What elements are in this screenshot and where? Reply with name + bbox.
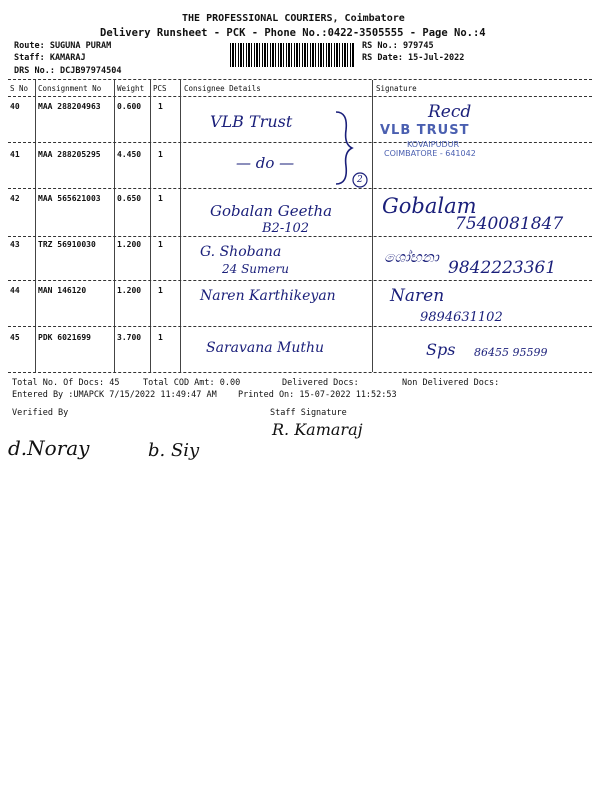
total-cod: Total COD Amt: 0.00 xyxy=(143,378,241,388)
entered-by: Entered By :UMAPCK 7/15/2022 11:49:47 AM xyxy=(12,390,217,400)
row-consignment: MAA 565621003 xyxy=(38,194,101,203)
row-rule xyxy=(8,280,592,281)
row-consignment: PDK 6021699 xyxy=(38,333,91,342)
row-pcs: 1 xyxy=(158,194,163,203)
row-signature-phone: 9894631102 xyxy=(420,310,503,325)
row-sno: 41 xyxy=(10,150,20,159)
row-signature-phone: 7540081847 xyxy=(455,214,564,234)
col-header-signature: Signature xyxy=(376,84,417,93)
row-rule xyxy=(8,236,592,237)
col-header-sno: S No xyxy=(10,84,29,93)
row-consignee: — do — xyxy=(236,154,295,172)
row-consignment: MAN 146120 xyxy=(38,286,87,295)
row-consignee: Saravana Muthu xyxy=(206,340,325,356)
row-weight: 3.700 xyxy=(117,333,142,342)
row-weight: 1.200 xyxy=(117,286,142,295)
row-rule xyxy=(8,142,592,143)
row-sno: 43 xyxy=(10,240,20,249)
row-signature: Recd xyxy=(428,102,472,122)
total-docs: Total No. Of Docs: 45 xyxy=(12,378,120,388)
row-consignee: Naren Karthikeyan xyxy=(200,288,336,304)
barcode xyxy=(230,43,354,67)
header-rule xyxy=(8,96,592,97)
delivered-docs: Delivered Docs: xyxy=(282,378,359,388)
printed-on: Printed On: 15-07-2022 11:52:53 xyxy=(238,390,397,400)
stamp-line2: KOVAIPUDUR xyxy=(407,140,460,149)
row-rule xyxy=(8,188,592,189)
row-consignment: MAA 288204963 xyxy=(38,102,101,111)
row-sno: 45 xyxy=(10,333,20,342)
column-divider xyxy=(180,80,181,372)
row-pcs: 1 xyxy=(158,240,163,249)
staff-signature: R. Kamaraj xyxy=(272,420,363,439)
row-consignee: Gobalan Geetha xyxy=(210,202,333,220)
runsheet-title: Delivery Runsheet - PCK - Phone No.:0422-3505555 - Page No.:4 xyxy=(100,27,486,39)
row-weight: 4.450 xyxy=(117,150,142,159)
row-sno: 44 xyxy=(10,286,20,295)
stamp-line1: VLB TRUST xyxy=(380,123,470,138)
route-label: Route: SUGUNA PURAM xyxy=(14,41,112,51)
table-bottom-rule xyxy=(8,372,592,373)
row-rule xyxy=(8,326,592,327)
row-sno: 40 xyxy=(10,102,20,111)
company-title: THE PROFESSIONAL COURIERS, Coimbatore xyxy=(182,13,405,24)
row-pcs: 1 xyxy=(158,333,163,342)
row-consignee: VLB Trust xyxy=(210,112,293,131)
row-signature-phone: 9842223361 xyxy=(448,258,557,278)
row-weight: 0.600 xyxy=(117,102,142,111)
col-header-consignment: Consignment No xyxy=(38,84,102,93)
row-signature: Naren xyxy=(390,286,445,306)
col-header-consignee: Consignee Details xyxy=(184,84,261,93)
row-weight: 0.650 xyxy=(117,194,142,203)
row-signature-phone: 86455 95599 xyxy=(474,346,548,359)
rs-number: RS No.: 979745 xyxy=(362,41,434,51)
rs-date: RS Date: 15-Jul-2022 xyxy=(362,53,465,63)
row-pcs: 1 xyxy=(158,102,163,111)
row-consignee-detail: 24 Sumeru xyxy=(222,262,289,276)
row-weight: 1.200 xyxy=(117,240,142,249)
row-signature: Sps xyxy=(426,340,456,359)
row-signature: ශෝභනා xyxy=(384,248,439,266)
brace-count: 2 xyxy=(357,175,363,185)
brace-mark xyxy=(330,108,376,190)
row-pcs: 1 xyxy=(158,150,163,159)
column-divider xyxy=(150,80,151,372)
column-divider xyxy=(114,80,115,372)
drs-number: DRS No.: DCJB97974504 xyxy=(14,66,122,76)
row-consignment: MAA 288205295 xyxy=(38,150,101,159)
non-delivered-docs: Non Delivered Docs: xyxy=(402,378,500,388)
column-divider xyxy=(35,80,36,372)
staff-label: Staff: KAMARAJ xyxy=(14,53,86,63)
row-consignee: G. Shobana xyxy=(200,244,282,260)
col-header-weight: Weight xyxy=(117,84,145,93)
verified-signature-1: d.Noray xyxy=(8,436,90,460)
verified-by-label: Verified By xyxy=(12,408,69,418)
row-consignee-detail: B2-102 xyxy=(262,221,310,236)
col-header-pcs: PCS xyxy=(153,84,167,93)
table-top-rule xyxy=(8,79,592,80)
row-pcs: 1 xyxy=(158,286,163,295)
staff-signature-label: Staff Signature xyxy=(270,408,347,418)
row-consignment: TRZ 56910030 xyxy=(38,240,96,249)
row-sno: 42 xyxy=(10,194,20,203)
verified-signature-2: b. Siy xyxy=(148,440,200,461)
row-signature: Gobalam xyxy=(382,194,477,218)
stamp-line3: COIMBATORE - 641042 xyxy=(384,149,476,158)
